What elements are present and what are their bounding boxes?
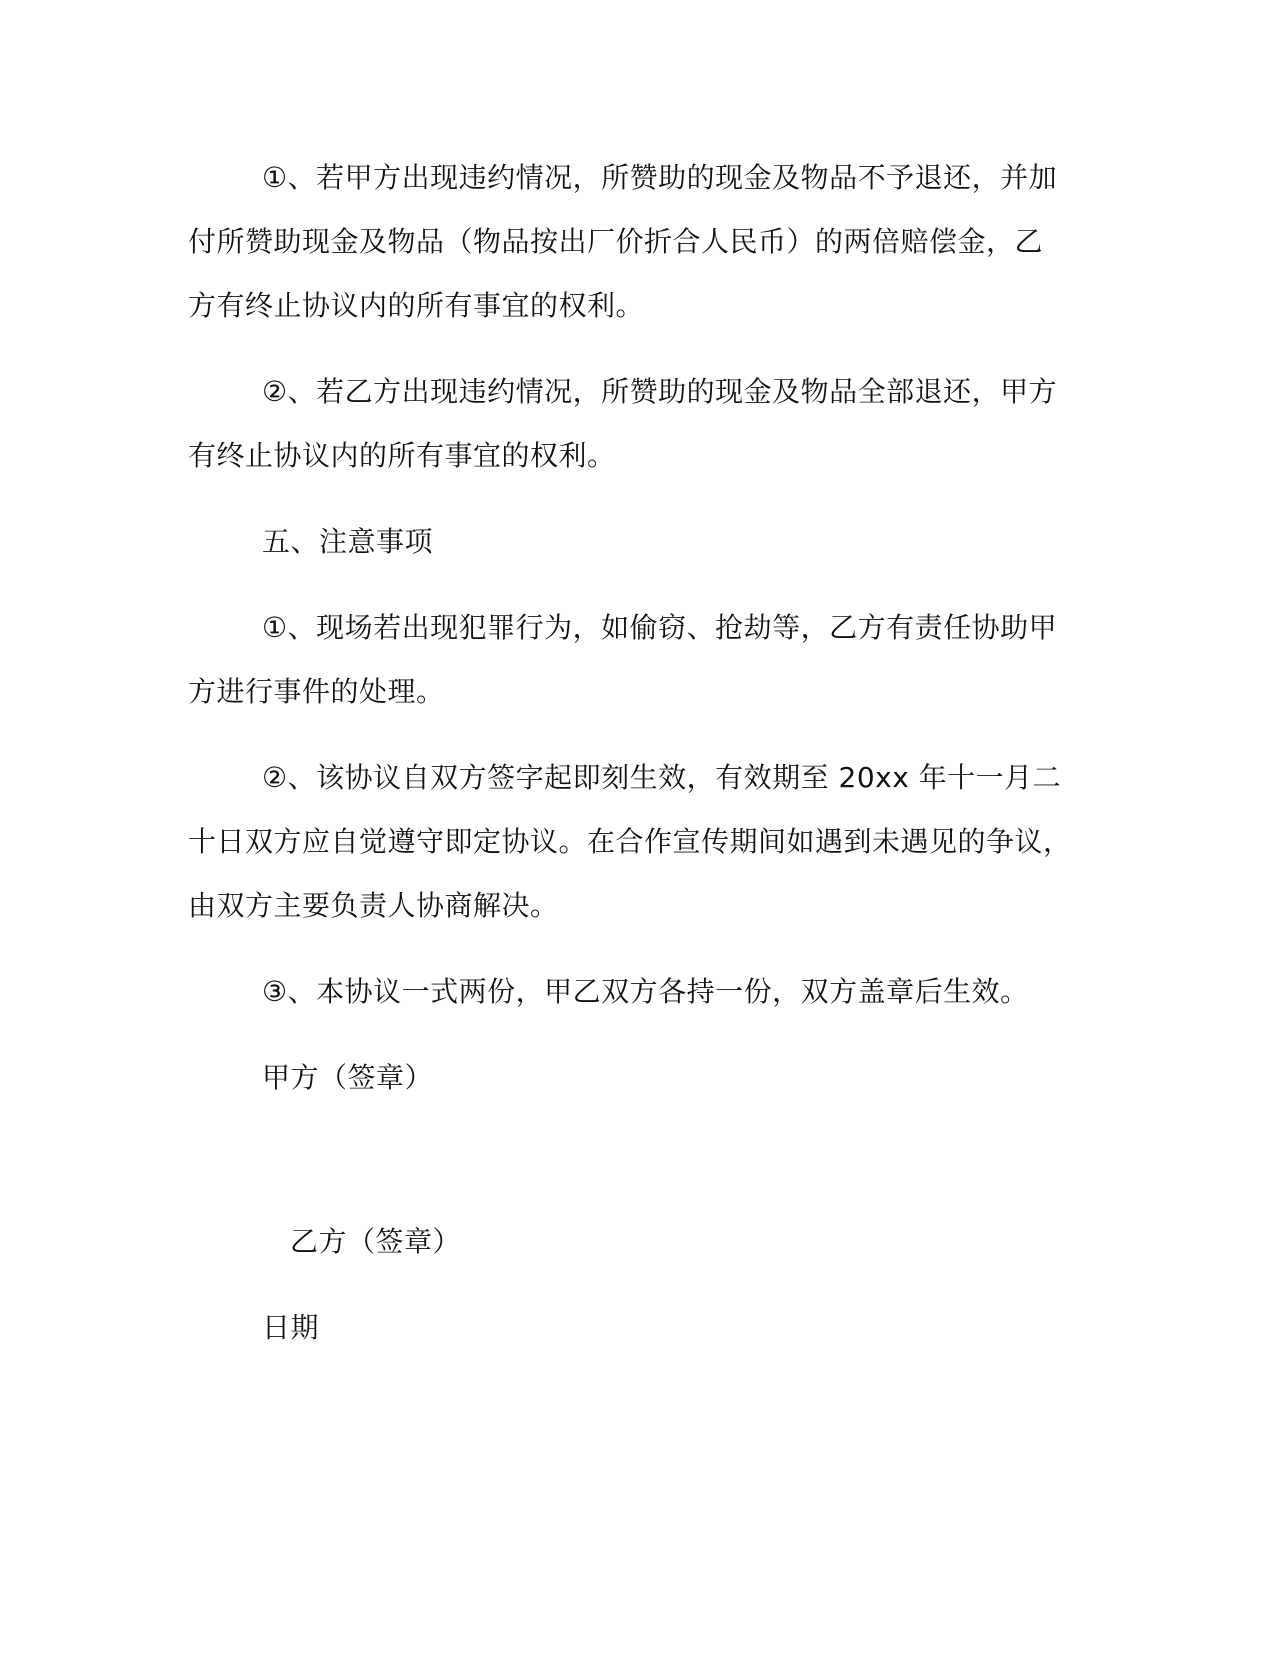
section5-item1-line2: 方进行事件的处理。 (188, 675, 445, 708)
section5-heading: 五、注意事项 (262, 525, 434, 558)
section5-item3: ③、本协议一式两份，甲乙双方各持一份，双方盖章后生效。 (262, 975, 1029, 1008)
section5-item1-line1: ①、现场若出现犯罪行为，如偷窃、抢劫等，乙方有责任协助甲 (262, 611, 1058, 644)
party-b-signature: 乙方（签章） (290, 1225, 462, 1258)
clause4-item2-line2: 有终止协议内的所有事宜的权利。 (188, 439, 616, 472)
date-label: 日期 (262, 1311, 320, 1344)
clause4-item2-line1: ②、若乙方出现违约情况，所赞助的现金及物品全部退还，甲方 (262, 375, 1058, 408)
section5-item2-line1: ②、该协议自双方签字起即刻生效，有效期至 20xx 年十一月二 (262, 761, 1062, 794)
clause4-item1-line1: ①、若甲方出现违约情况，所赞助的现金及物品不予退还，并加 (262, 161, 1058, 194)
clause4-item1-line3: 方有终止协议内的所有事宜的权利。 (188, 289, 645, 322)
clause4-item1-line2: 付所赞助现金及物品（物品按出厂价折合人民币）的两倍赔偿金，乙 (188, 225, 1044, 258)
section5-item2-line2: 十日双方应自觉遵守即定协议。在合作宣传期间如遇到未遇见的争议， (188, 825, 1072, 858)
party-a-signature: 甲方（签章） (262, 1061, 434, 1094)
section5-item2-line3: 由双方主要负责人协商解决。 (188, 889, 559, 922)
